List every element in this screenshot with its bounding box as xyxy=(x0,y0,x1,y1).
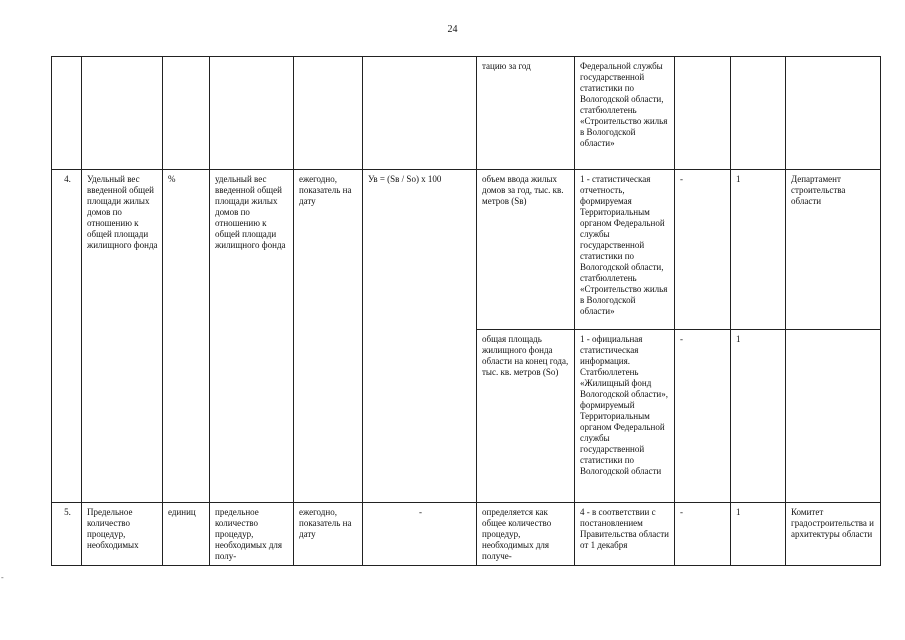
responsible: Департамент строительства области xyxy=(786,170,881,330)
indicator-name: Предельное количество процедур, необходимых xyxy=(82,503,163,566)
cell-empty xyxy=(52,57,82,170)
indicators-table xyxy=(51,56,881,566)
parameter-source: 4 - в соответствии с постановлением Правительства области от 1 декабря xyxy=(575,503,675,566)
parameter-name: объем ввода жилых домов за год, тыс. кв. метров (Sв) xyxy=(477,170,575,330)
table-row-5 xyxy=(52,503,881,566)
periodicity: ежегодно, показатель на дату xyxy=(294,170,363,503)
cell-empty xyxy=(82,57,163,170)
definition: предельное количество процедур, необходимых для полу- xyxy=(210,503,294,566)
cell-empty xyxy=(294,57,363,170)
cell-empty xyxy=(731,57,786,170)
col10-value: 1 xyxy=(731,330,786,503)
cell-empty xyxy=(675,57,731,170)
cell-empty xyxy=(163,57,210,170)
cell-method-note: тацию за год xyxy=(477,57,575,170)
cell-source: Федеральной службы государственной статистики по Вологодской области, статбюллетень «Строительство жилья в Вологодской области» xyxy=(575,57,675,170)
indicator-name: Удельный вес введенной общей площади жилых домов по отношению к общей площади жилищного фонда xyxy=(82,170,163,503)
stray-mark: - xyxy=(1,573,4,582)
cell-empty xyxy=(786,57,881,170)
page-number: 24 xyxy=(447,24,458,35)
formula: - xyxy=(363,503,477,566)
parameter-source: 1 - статистическая отчетность, формируемая Территориальным органом Федеральной службы государственной статистики по Вологодской области, статбюллетень «Строительство жилья в Вологодской области» xyxy=(575,170,675,330)
definition: удельный вес введенной общей площади жилых домов по отношению к общей площади жилищного фонда xyxy=(210,170,294,503)
formula: Ув = (Sв / So) x 100 xyxy=(363,170,477,503)
row-number: 4. xyxy=(52,170,82,503)
responsible: Комитет градостроительства и архитектуры области xyxy=(786,503,881,566)
col9-value: - xyxy=(675,330,731,503)
cell-empty xyxy=(210,57,294,170)
col9-value: - xyxy=(675,503,731,566)
periodicity: ежегодно, показатель на дату xyxy=(294,503,363,566)
cell-empty xyxy=(786,330,881,503)
cell-empty xyxy=(363,57,477,170)
unit: единиц xyxy=(163,503,210,566)
row-number: 5. xyxy=(52,503,82,566)
unit: % xyxy=(163,170,210,503)
table-row-4 xyxy=(52,170,881,330)
col9-value: - xyxy=(675,170,731,330)
col10-value: 1 xyxy=(731,503,786,566)
parameter-source: 1 - официальная статистическая информация. Статбюллетень «Жилищный фонд Вологодской области», формируемый Территориальным органом Федеральной службы государственной статистики по Вологодской области xyxy=(575,330,675,503)
parameter-name: определяется как общее количество процедур, необходимых для получе- xyxy=(477,503,575,566)
table-row-continuation xyxy=(52,57,881,170)
col10-value: 1 xyxy=(731,170,786,330)
parameter-name: общая площадь жилищного фонда области на конец года, тыс. кв. метров (So) xyxy=(477,330,575,503)
